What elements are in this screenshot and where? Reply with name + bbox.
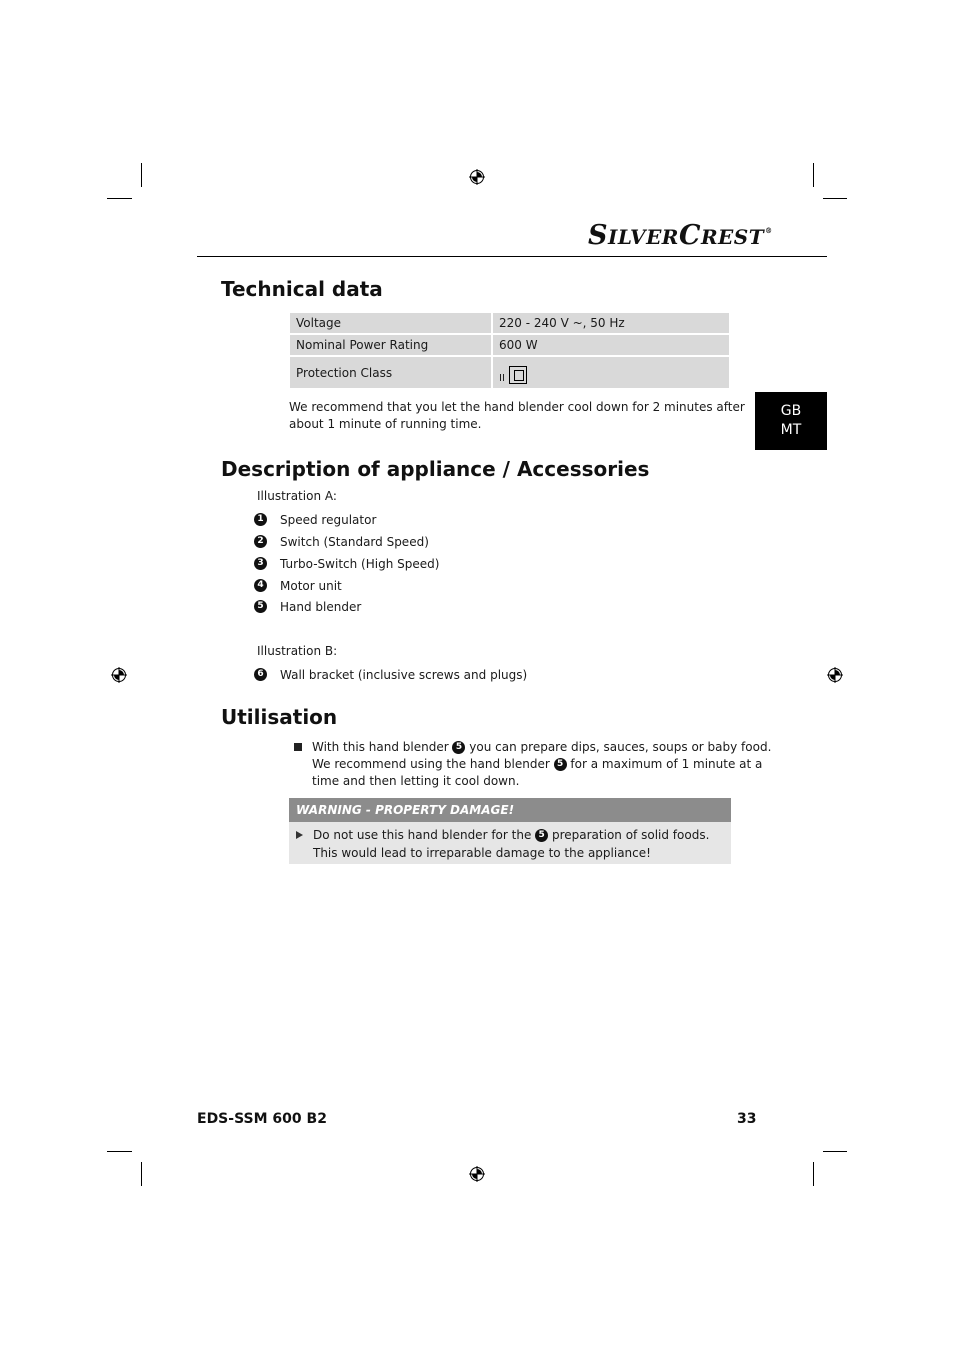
part-number-badge: 4 [254,579,267,592]
text-run: With this hand blender [312,740,449,754]
utilisation-paragraph [312,739,771,790]
list-item [254,556,439,573]
note-line: about 1 minute of running time. [289,417,482,431]
illustration-b-label: Illustration B: [257,644,338,658]
list-item [254,512,376,529]
footer-model-number: EDS-SSM 600 B2 [197,1111,327,1127]
warning-body [289,822,731,864]
list-item [254,667,527,684]
square-bullet-icon [294,743,302,751]
language-tab [755,392,827,450]
part-number-badge: 2 [254,535,267,548]
section-title-utilisation: Utilisation [221,705,338,729]
part-label: Speed regulator [280,513,377,527]
protection-class-value: II [499,372,505,384]
registered-mark: ® [765,226,773,235]
table-cell-label: Nominal Power Rating [290,334,492,356]
protection-class-symbol [499,366,527,384]
paragraph-line [312,756,771,773]
crop-mark [141,163,142,187]
paragraph-line: time and then letting it cool down. [312,774,520,788]
brand-logo-letter: S [588,220,608,251]
brand-logo-text: ILVER [608,225,679,249]
brand-logo-text: REST [700,225,765,249]
brand-logo-letter: C [678,220,701,251]
technical-data-table [290,311,731,390]
part-number-badge: 1 [254,513,267,526]
list-item [254,599,361,616]
registration-mark-icon [827,667,843,683]
table-cell-value [492,356,730,389]
part-label: Motor unit [280,579,342,593]
text-run: We recommend using the hand blender [312,757,550,771]
text-run: for a maximum of 1 minute at a [570,757,763,771]
list-item [254,578,342,595]
warning-line [296,826,731,844]
cooldown-note [289,399,745,433]
part-number-badge: 5 [554,758,567,771]
part-label: Hand blender [280,600,362,614]
section-title-description: Description of appliance / Accessories [221,457,650,481]
crop-mark [823,198,847,199]
arrow-bullet-icon [296,831,303,839]
table-row [290,334,730,356]
text-run: preparation of solid foods. [551,828,710,842]
section-title-technical-data: Technical data [221,277,383,301]
note-line: We recommend that you let the hand blender cool down for 2 minutes after [289,400,745,414]
table-cell-label: Protection Class [290,356,492,389]
text-run: you can prepare dips, sauces, soups or baby food. [469,740,772,754]
list-item [254,534,429,551]
table-cell-value: 220 - 240 V ~, 50 Hz [492,312,730,334]
part-label: Turbo-Switch (High Speed) [280,557,440,571]
part-label: Wall bracket (inclusive screws and plugs) [280,668,528,682]
crop-mark [813,1162,814,1186]
crop-mark [141,1162,142,1186]
crop-mark [107,198,132,199]
registration-mark-icon [469,1166,485,1182]
table-row [290,356,730,389]
text-run: Do not use this hand blender for the [313,828,532,842]
brand-logo [588,220,773,250]
part-number-badge: 5 [535,829,548,842]
warning-line: This would lead to irreparable damage to the appliance! [313,846,651,860]
table-cell-value: 600 W [492,334,730,356]
crop-mark [813,163,814,187]
crop-mark [823,1151,847,1152]
language-code: GB [780,403,802,419]
header-rule [197,256,827,257]
language-code: MT [780,422,802,438]
page-number: 33 [737,1111,757,1127]
part-label: Switch (Standard Speed) [280,535,429,549]
registration-mark-icon [111,667,127,683]
warning-heading: WARNING - PROPERTY DAMAGE! [289,798,731,822]
table-cell-label: Voltage [290,312,492,334]
part-number-badge: 3 [254,557,267,570]
double-insulation-icon [509,366,527,384]
paragraph-line [312,739,771,756]
registration-mark-icon [469,169,485,185]
illustration-a-label: Illustration A: [257,489,337,503]
crop-mark [107,1151,132,1152]
part-number-badge: 5 [452,741,465,754]
part-number-badge: 5 [254,600,267,613]
part-number-badge: 6 [254,668,267,681]
table-row [290,312,730,334]
